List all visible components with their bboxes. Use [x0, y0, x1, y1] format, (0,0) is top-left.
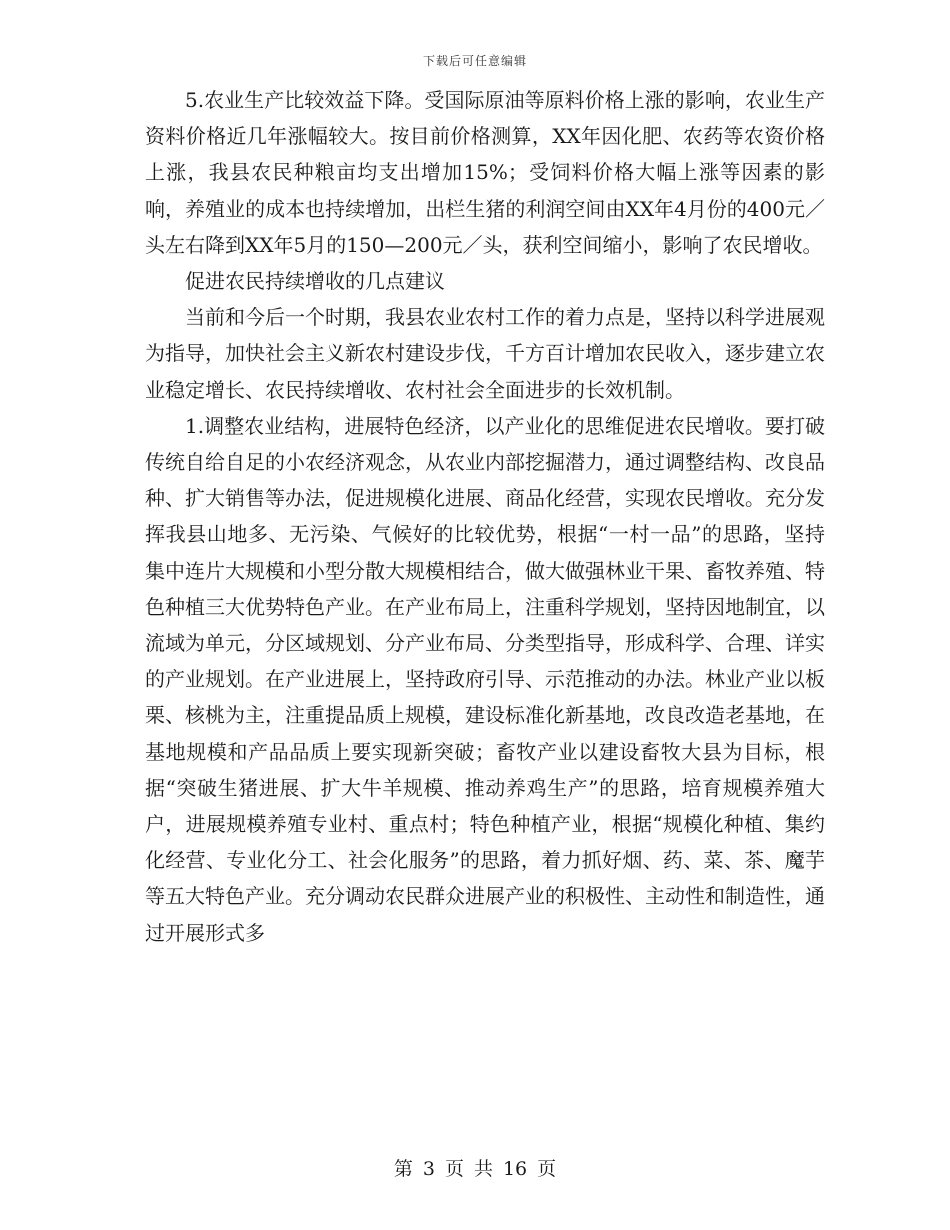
paragraph-focus: 当前和今后一个时期，我县农业农村工作的着力点是，坚持以科学进展观为指导，加快社会主义新农村建设步伐，千方百计增加农民收入，逐步建立农业稳定增长、农民持续增收、农村社会全面进步的长效机制。: [145, 305, 825, 402]
footer-prefix: 第: [393, 1158, 413, 1180]
paragraph-structure-adjustment: 1.调整农业结构，进展特色经济，以产业化的思维促进农民增收。要打破传统自给自足的小农经济观念，从农业内部挖掘潜力，通过调整结构、改良品种、扩大销售等办法，促进规模化进展、商品化经营，实现农民增收。充分发挥我县山地多、无污染、气候好的比较优势，根据“一村一品”的思路，坚持集中连片大规模和小型分散大规模相结合，做大做强林业干果、畜牧养殖、特色种植三大优势特色产业。在产业布局上，注重科学规划，坚持因地制宜，以流域为单元，分区域规划、分产业布局、分类型指导，形成科学、合理、详实的产业规划。在产业进展上，坚持政府引导、示范推动的办法。林业产业以板栗、核桃为主，注重提品质上规模，建设标准化新基地，改良改造老基地，在基地规模和产品品质上要实现新突破；畜牧产业以建设畜牧大县为目标，根据“突破生猪进展、扩大牛羊规模、推动养鸡生产”的思路，培育规模养殖大户，进展规模养殖专业村、重点村；特色种植产业，根据“规模化种植、集约化经营、专业化分工、社会化服务”的思路，着力抓好烟、药、菜、茶、魔芋等五大特色产业。充分调动农民群众进展产业的积极性、主动性和制造性，通过开展形式多: [145, 413, 825, 945]
page-header: 下载后可任意编辑: [422, 54, 527, 68]
footer-page-word: 页: [444, 1158, 464, 1180]
paragraph-benefit-decline: 5.农业生产比较效益下降。受国际原油等原料价格上涨的影响，农业生产资料价格近几年涨幅较大。按目前价格测算，XX年因化肥、农药等农资价格上涨，我县农民种粮亩均支出增加15%；受饲料价格大幅上涨等因素的影响，养殖业的成本也持续增加，出栏生猪的利润空间由XX年4月份的400元／头左右降到XX年5月的150—200元／头，获利空间缩小，影响了农民增收。: [145, 88, 825, 257]
section-heading: 促进农民持续增收的几点建议: [185, 269, 445, 294]
document-body: [145, 82, 825, 951]
total-page-number: 16: [502, 1158, 528, 1180]
page-footer: [0, 1154, 950, 1181]
footer-suffix: 页: [537, 1158, 557, 1180]
footer-total-word: 共: [473, 1158, 493, 1180]
current-page-number: 3: [422, 1158, 435, 1180]
